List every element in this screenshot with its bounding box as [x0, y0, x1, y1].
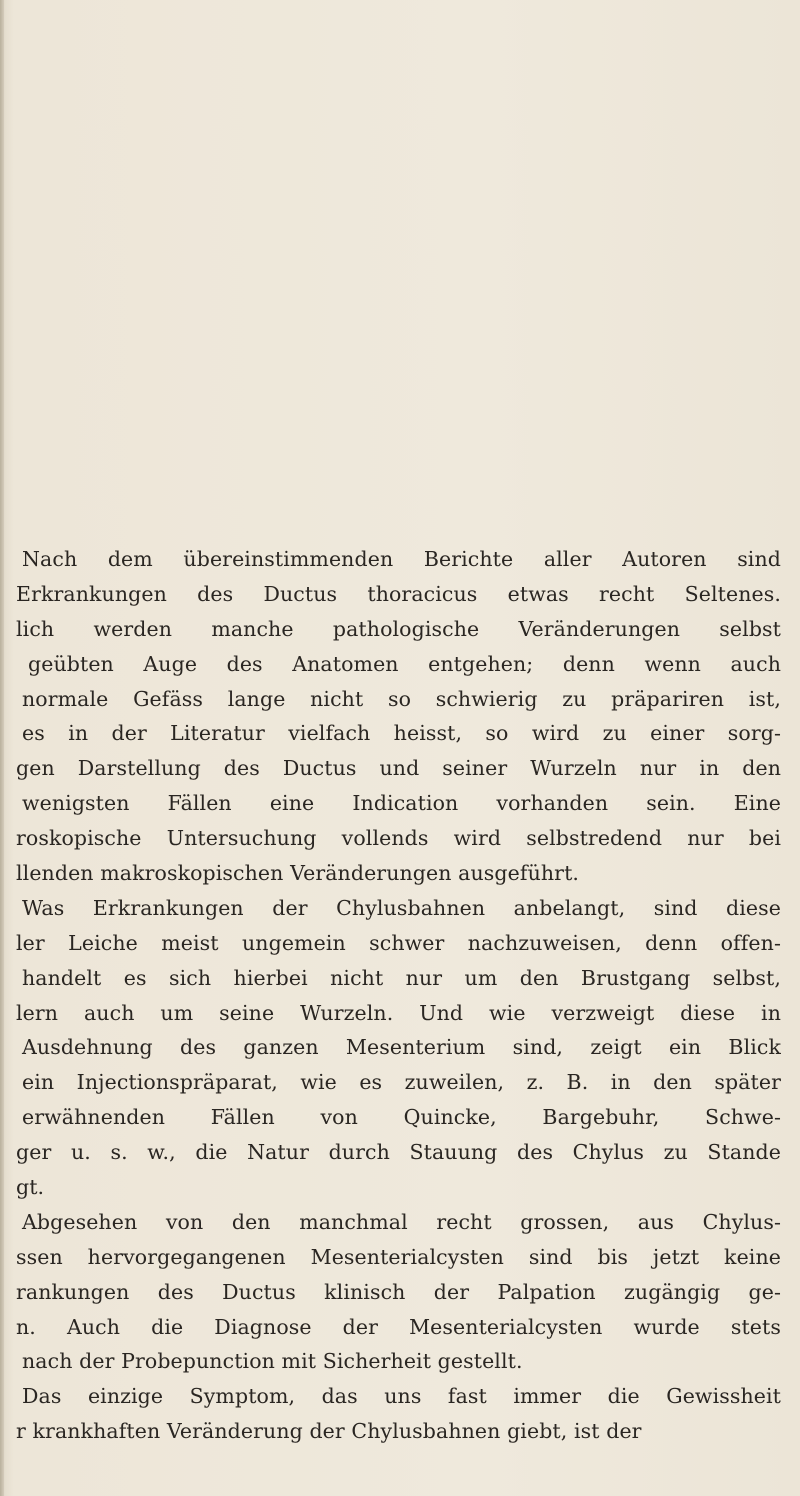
text-line: erwähnenden Fällen von Quincke, Bargebuhr, Schwe-	[22, 1105, 781, 1130]
book-gutter	[0, 0, 4, 1496]
text-line: es in der Literatur vielfach heisst, so wird zu einer sorg-	[22, 721, 781, 746]
text-line: gt.	[16, 1175, 45, 1200]
text-line: n. Auch die Diagnose der Mesenterialcysten wurde stets	[16, 1314, 781, 1339]
text-line: Was Erkrankungen der Chylusbahnen anbelangt, sind diese	[22, 895, 781, 920]
text-line: Erkrankungen des Ductus thoracicus etwas recht Seltenes.	[16, 581, 781, 606]
text-line: r krankhaften Veränderung der Chylusbahnen giebt, ist der	[16, 1419, 642, 1444]
text-line: gen Darstellung des Ductus und seiner Wurzeln nur in den	[16, 756, 781, 781]
text-line: ein Injectionspräparat, wie es zuweilen, z. B. in den später	[22, 1070, 781, 1095]
text-line: wenigsten Fällen eine Indication vorhanden sein. Eine	[22, 791, 781, 816]
text-line: nach der Probepunction mit Sicherheit gestellt.	[22, 1349, 523, 1374]
text-line: lich werden manche pathologische Veränderungen selbst	[16, 616, 781, 641]
body-text	[16, 542, 781, 1449]
text-line: ger u. s. w., die Natur durch Stauung des Chylus zu Stande	[16, 1140, 781, 1165]
text-line: normale Gefäss lange nicht so schwierig zu präpariren ist,	[22, 686, 781, 711]
text-line: lern auch um seine Wurzeln. Und wie verzweigt diese in	[16, 1000, 781, 1025]
text-line: Ausdehnung des ganzen Mesenterium sind, zeigt ein Blick	[22, 1035, 781, 1060]
text-line: rankungen des Ductus klinisch der Palpation zugängig ge-	[16, 1279, 781, 1304]
text-line: ler Leiche meist ungemein schwer nachzuweisen, denn offen-	[16, 930, 781, 955]
text-line: Nach dem übereinstimmenden Berichte aller Autoren sind	[22, 547, 781, 571]
text-line: Das einzige Symptom, das uns fast immer die Gewissheit	[22, 1384, 781, 1409]
text-line: llenden makroskopischen Veränderungen ausgeführt.	[16, 861, 580, 886]
text-line: roskopische Untersuchung vollends wird selbstredend nur bei	[16, 826, 781, 851]
text-line: Abgesehen von den manchmal recht grossen, aus Chylus-	[22, 1209, 781, 1234]
text-line: geübten Auge des Anatomen entgehen; denn wenn auch	[28, 651, 781, 676]
text-line: handelt es sich hierbei nicht nur um den Brustgang selbst,	[22, 965, 781, 990]
text-line: ssen hervorgegangenen Mesenterialcysten sind bis jetzt keine	[16, 1244, 781, 1269]
